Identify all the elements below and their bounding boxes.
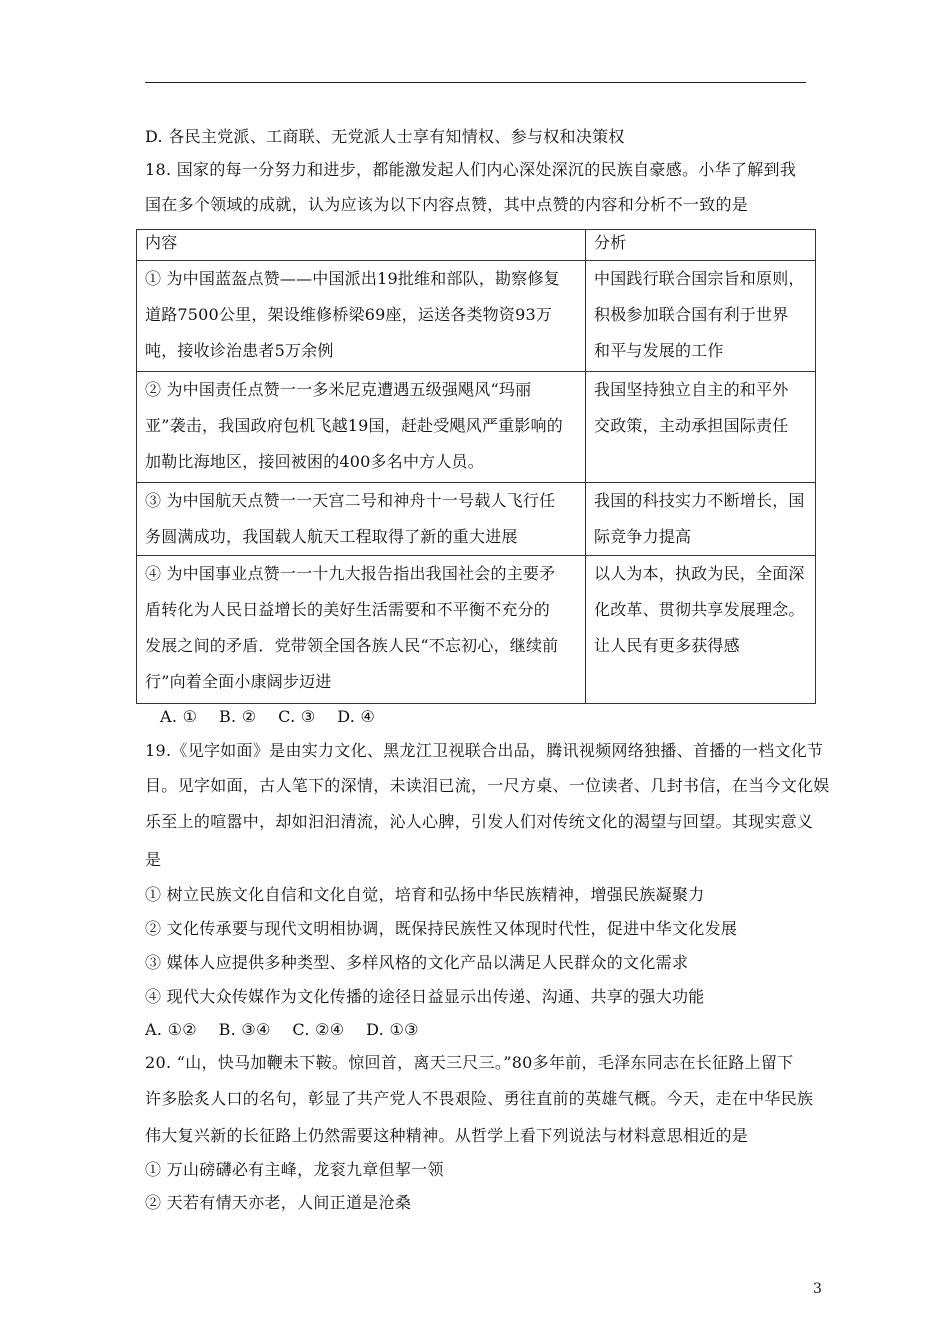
cell-line: 加勒比海地区，接回被困的400多名中方人员。 [145, 452, 484, 471]
cell-line: ④ 为中国事业点赞一一十九大报告指出我国社会的主要矛 [145, 564, 556, 583]
row1-analysis [586, 261, 816, 372]
row3-content [137, 483, 586, 556]
table-row [137, 556, 816, 704]
row4-analysis [586, 556, 816, 704]
cell-line: 以人为本，执政为民，全面深 [594, 564, 805, 583]
cell-line: ③ 为中国航天点赞一一天宫二号和神舟十一号载人飞行任 [145, 491, 556, 510]
q19-item1: ① 树立民族文化自信和文化自觉，培育和弘扬中华民族精神，增强民族凝聚力 [145, 885, 705, 904]
cell-line: 中国践行联合国宗旨和原则， [594, 269, 805, 288]
header-content: 内容 [137, 230, 586, 261]
cell-line: 发展之间的矛盾．党带领全国各族人民“不忘初心，继续前 [145, 636, 559, 655]
table-header-row [137, 230, 816, 261]
q19-stem-line1: 19.《见字如面》是由实力文化、黑龙江卫视联合出品，腾讯视频网络独播、首播的一档文化节 [145, 741, 824, 760]
table-row [137, 261, 816, 372]
header-analysis: 分析 [586, 230, 816, 261]
cell-line: 道路7500公里，架设维修桥梁69座，运送各类物资93万 [145, 305, 553, 324]
header-rule [145, 82, 806, 83]
cell-line: 际竞争力提高 [594, 527, 692, 546]
cell-line: ① 为中国蓝盔点赞——中国派出19批维和部队，勘察修复 [145, 269, 560, 288]
row4-content [137, 556, 586, 704]
table-row [137, 483, 816, 556]
q19-options: A. ①② B. ③④ C. ②④ D. ①③ [145, 1020, 419, 1039]
page-number: 3 [813, 1281, 822, 1297]
row3-analysis [586, 483, 816, 556]
q19-stem-line2: 目。见字如面，古人笔下的深情，未读泪已流，一尺方桌、一位读者、几封书信，在当今文化娱 [145, 776, 830, 795]
cell-line: 让人民有更多获得感 [594, 636, 740, 655]
cell-line: 我国的科技实力不断增长，国 [594, 491, 805, 510]
cell-line: 吨，接收诊治患者5万余例 [145, 341, 334, 360]
row2-analysis [586, 372, 816, 483]
row2-content [137, 372, 586, 483]
q19-item4: ④ 现代大众传媒作为文化传播的途径日益显示出传递、沟通、共享的强大功能 [145, 987, 705, 1006]
cell-line: 交政策，主动承担国际责任 [594, 416, 789, 435]
cell-line: 务圆满成功，我国载人航天工程取得了新的重大进展 [145, 527, 518, 546]
cell-line: 我国坚持独立自主的和平外 [594, 380, 789, 399]
cell-line: 积极参加联合国有利于世界 [594, 305, 789, 324]
cell-line: 盾转化为人民日益增长的美好生活需要和不平衡不充分的 [145, 600, 551, 619]
cell-line: 化改革、贯彻共享发展理念。 [594, 600, 805, 619]
cell-line: ② 为中国责任点赞一一多米尼克遭遇五级强飓风“玛丽 [145, 380, 532, 399]
q18-table [136, 229, 816, 704]
table-row [137, 372, 816, 483]
q20-stem-line2: 许多脍炙人口的名句，彰显了共产党人不畏艰险、勇往直前的英雄气概。今天，走在中华民族 [145, 1089, 814, 1108]
q18-options: A. ① B. ② C. ③ D. ④ [160, 707, 376, 726]
q20-stem-line3: 伟大复兴新的长征路上仍然需要这种精神。从哲学上看下列说法与材料意思相近的是 [145, 1126, 749, 1145]
q17-option-d: D. 各民主党派、工商联、无党派人士享有知情权、参与权和决策权 [145, 127, 625, 146]
q20-stem-line1: 20. “山，快马加鞭未下鞍。惊回首，离天三尺三。”80多年前，毛泽东同志在长征路上留下 [145, 1053, 794, 1072]
cell-line: 行”向着全面小康阔步迈进 [145, 672, 332, 691]
q19-item2: ② 文化传承要与现代文明相协调，既保持民族性又体现时代性，促进中华文化发展 [145, 919, 738, 938]
q19-stem-line4: 是 [145, 850, 162, 869]
cell-line: 和平与发展的工作 [594, 341, 724, 360]
cell-line: 亚”袭击，我国政府包机飞越19国，赶赴受飓风严重影响的 [145, 416, 563, 435]
q18-stem-line1: 18. 国家的每一分努力和进步，都能激发起人们内心深处深沉的民族自豪感。小华了解到我 [145, 160, 797, 179]
q20-item1: ① 万山磅礴必有主峰，龙衮九章但挈一领 [145, 1160, 444, 1179]
q19-stem-line3: 乐至上的喧嚣中，却如汩汩清流，沁人心脾，引发人们对传统文化的渴望与回望。其现实意义 [145, 812, 814, 831]
q18-stem-line2: 国在多个领域的成就，认为应该为以下内容点赞，其中点赞的内容和分析不一致的是 [145, 195, 749, 214]
q20-item2: ② 天若有情天亦老，人间正道是沧桑 [145, 1193, 412, 1212]
row1-content [137, 261, 586, 372]
q19-item3: ③ 媒体人应提供多种类型、多样风格的文化产品以满足人民群众的文化需求 [145, 953, 689, 972]
